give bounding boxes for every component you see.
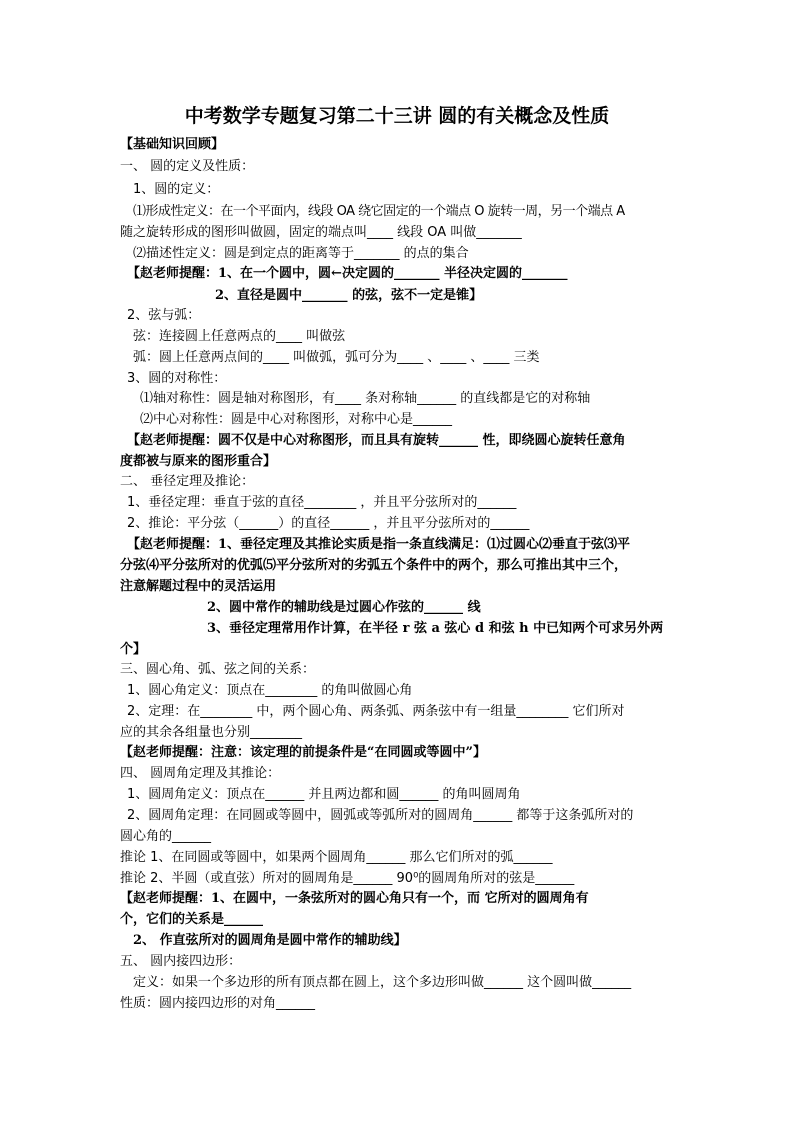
text-line: 应的其余各组量也分别________ — [120, 725, 303, 740]
heading-central-angle: 三、圆心角、弧、弦之间的关系： — [120, 662, 316, 677]
reminder-line: 2、 作直弦所对的圆周角是圆中常作的辅助线】 — [133, 933, 407, 948]
reminder-line: 3、垂径定理常用作计算，在半径 r 弦 a 弦心 d 和弦 h 中已知两个可求另外两 — [207, 621, 664, 636]
text-line: ⑵中心对称性：圆是中心对称图形，对称中心是______ — [140, 412, 453, 427]
reminder-line: 【赵老师提醒：注意：该定理的前提条件是“在同圆或等圆中”】 — [120, 745, 486, 760]
subheading-definition: 1、圆的定义： — [133, 182, 220, 197]
text-line: 1、圆周角定义：顶点在______ 并且两边都和圆______ 的角叫圆周角 — [127, 787, 521, 802]
text-line: 性质：圆内接四边形的对角______ — [120, 996, 316, 1011]
text-line: 1、圆心角定义：顶点在________ 的角叫做圆心角 — [127, 683, 413, 698]
section-heading-basic-review: 【基础知识回顾】 — [120, 137, 225, 152]
text-line: 随之旋转形成的图形叫做圆，固定的端点叫____ 线段 OA 叫做_______ — [120, 225, 522, 240]
text-line: ⑴形成性定义：在一个平面内，线段 OA 绕它固定的一个端点 O 旋转一周，另一个端点 A — [133, 204, 625, 219]
text-line: 2、圆周角定理：在同圆或等圆中，圆弧或等弧所对的圆周角______ 都等于这条弧所对的 — [127, 808, 634, 823]
reminder-line: 个，它们的关系是______ — [120, 912, 264, 927]
text-line: 1、垂径定理：垂直于弦的直径________ ，并且平分弦所对的______ — [127, 495, 517, 510]
text-line: 推论 2、半圆（或直弦）所对的圆周角是______ 90⁰的圆周角所对的弦是______ — [120, 871, 575, 886]
text-line: 2、定理：在________ 中，两个圆心角、两条弧、两条弦中有一组量________ 它们所对 — [127, 704, 625, 719]
page-title: 中考数学专题复习第二十三讲 圆的有关概念及性质 — [184, 105, 610, 127]
heading-inscribed-angle: 四、 圆周角定理及其推论： — [120, 766, 281, 781]
text-line: 弧：圆上任意两点间的____ 叫做弧，弧可分为____ 、____ 、____ 三类 — [133, 350, 540, 365]
heading-circle-definition: 一、 圆的定义及性质： — [120, 159, 255, 174]
reminder-line: 【赵老师提醒：1、在圆中，一条弦所对的圆心角只有一个，而 它所对的圆周角有 — [120, 891, 589, 906]
heading-perpendicular-diameter: 二、 垂径定理及推论： — [120, 474, 255, 489]
heading-cyclic-quadrilateral: 五、 圆内接四边形： — [120, 954, 242, 969]
reminder-line: 【赵老师提醒：1、垂径定理及其推论实质是指一条直线满足：⑴过圆心⑵垂直于弦⑶平 — [127, 537, 631, 552]
text-line: 定义：如果一个多边形的所有顶点都在圆上，这个多边形叫做______ 这个圆叫做______ — [133, 975, 632, 990]
reminder-line: 2、圆中常作的辅助线是过圆心作弦的______ 线 — [207, 600, 481, 615]
reminder-line: 【赵老师提醒：1、在一个圆中，圆←决定圆的_______ 半径决定圆的_______ — [127, 266, 568, 281]
text-line: 圆心角的______ — [120, 829, 212, 844]
reminder-line: 分弦⑷平分弦所对的优弧⑸平分弦所对的劣弧五个条件中的两个，那么可推出其中三个， — [120, 558, 628, 573]
reminder-line: 度都被与原来的图形重合】 — [120, 454, 277, 469]
text-line: 2、推论：平分弦（______）的直径______ ，并且平分弦所对的______ — [127, 516, 530, 531]
text-line: 推论 1、在同圆或等圆中，如果两个圆周角______ 那么它们所对的弧______ — [120, 850, 553, 865]
subheading-symmetry: 3、圆的对称性： — [127, 371, 227, 386]
reminder-line: 【赵老师提醒：圆不仅是中心对称图形，而且具有旋转______ 性，即绕圆心旋转任意角 — [127, 433, 626, 448]
text-line: ⑴轴对称性：圆是轴对称图形，有____ 条对称轴______ 的直线都是它的对称轴 — [140, 391, 591, 406]
reminder-line: 注意解题过程中的灵活运用 — [120, 579, 277, 594]
text-line: ⑵描述性定义：圆是到定点的距离等于_______ 的点的集合 — [133, 246, 469, 261]
text-line: 弦：连接圆上任意两点的____ 叫做弦 — [133, 329, 346, 344]
reminder-line: 2、直径是圆中_______ 的弦，弦不一定是锥】 — [215, 288, 483, 303]
subheading-chord-arc: 2、弦与弧： — [127, 308, 201, 323]
reminder-line: 个】 — [120, 642, 147, 657]
